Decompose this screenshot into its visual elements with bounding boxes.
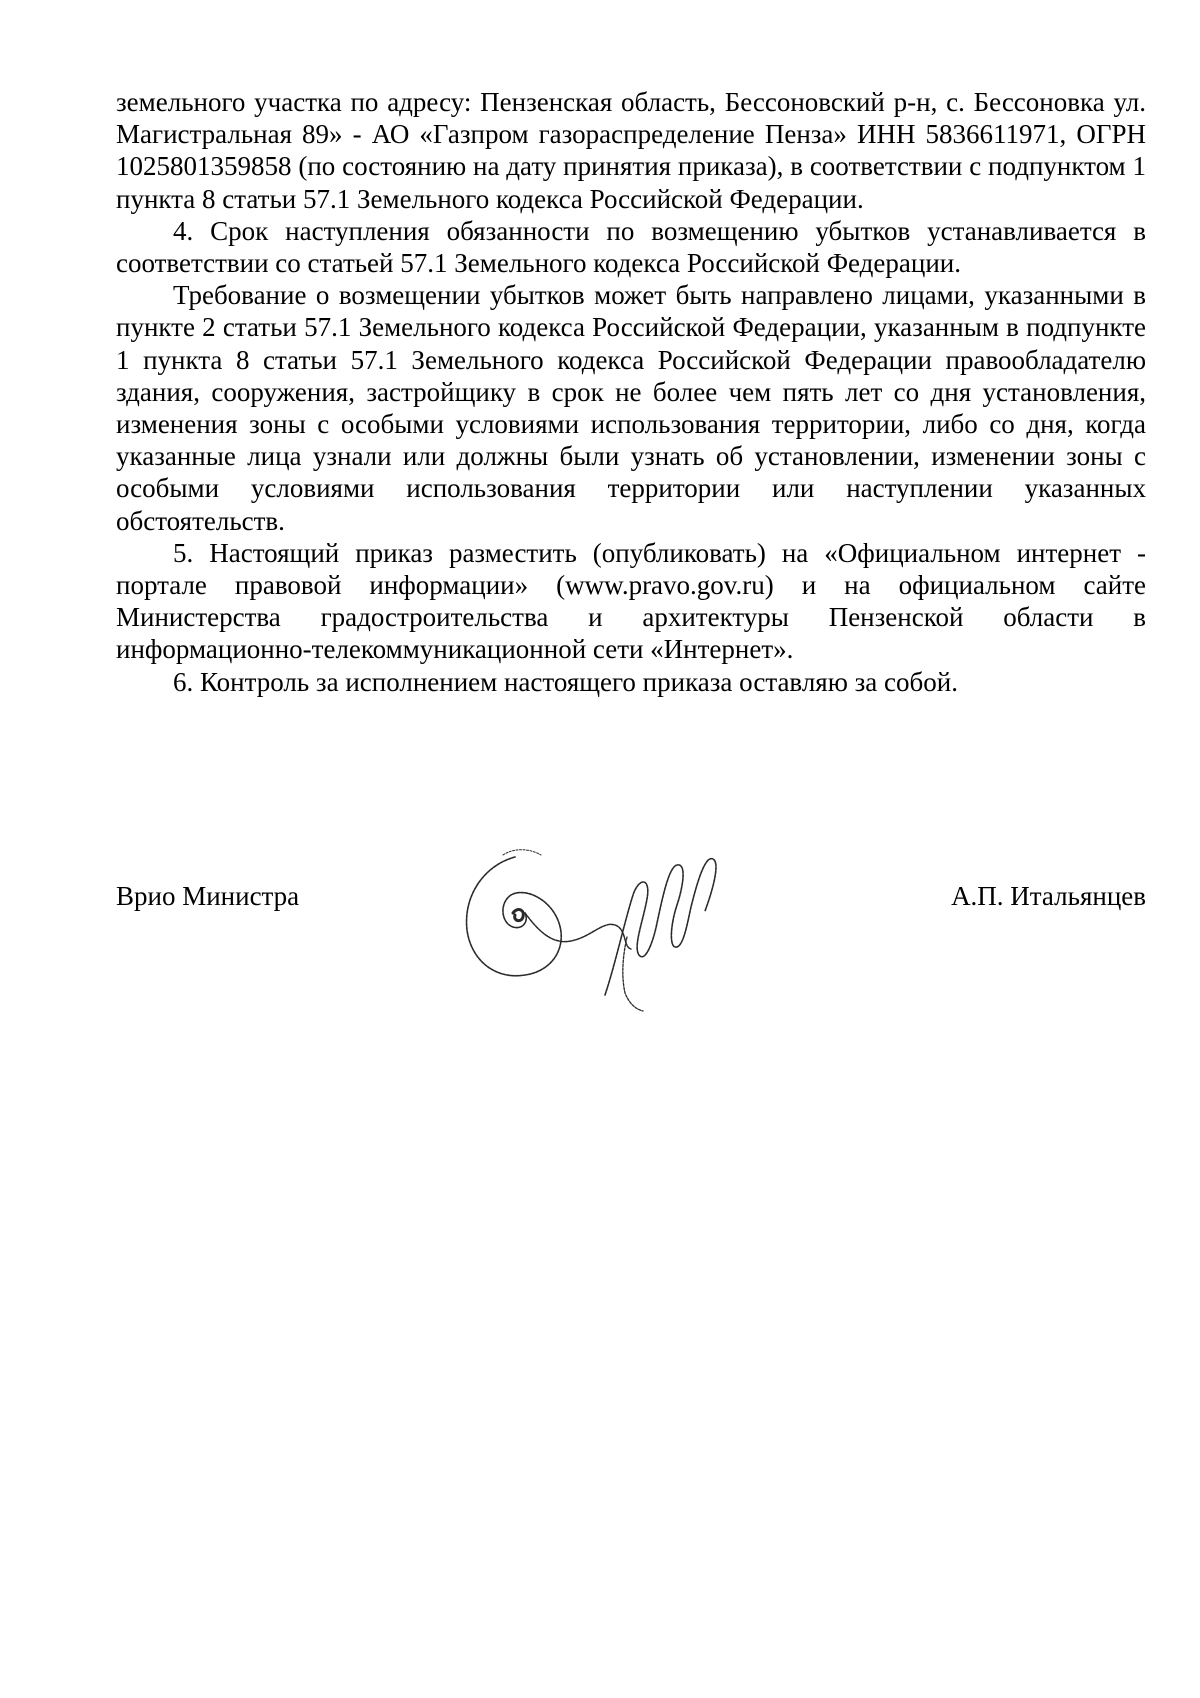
paragraph-requirement: Требование о возмещении убытков может быть направлено лицами, указанными в пункте 2 статьи 57.1 Земельного кодекса Российской Федерации, указанным в подпункте 1 пункта 8 статьи 57.1 Земельного кодекса Российской Федерации правообладателю здания, сооружения, застройщику в срок не более чем пять лет со дня установления, изменения зоны с особыми условиями использования территории, либо со дня, когда указанные лица узнали или должны были узнать об установлении, изменении зоны с особыми условиями использования территории или наступлении указанных обстоятельств. <box>116 280 1146 536</box>
paragraph-5: 5. Настоящий приказ разместить (опубликовать) на «Официальном интернет - портале правовой информации» (www.pravo.gov.ru) и на официальном сайте Министерства градостроительства и архитектуры Пензенской области в информационно-телекоммуникационной сети «Интернет». <box>116 537 1146 665</box>
handwritten-signature-icon <box>455 825 725 1015</box>
paragraph-4: 4. Срок наступления обязанности по возмещению убытков устанавливается в соответствии со статьей 57.1 Земельного кодекса Российской Федерации. <box>116 215 1146 279</box>
paragraph-continuation: земельного участка по адресу: Пензенская область, Бессоновский р-н, с. Бессоновка ул. Магистральная 89» - АО «Газпром газораспределение Пенза» ИНН 5836611971, ОГРН 1025801359858 (по состоянию на дату принятия приказа), в соответствии с подпунктом 1 пункта 8 статьи 57.1 Земельного кодекса Российской Федерации. <box>116 87 1146 214</box>
paragraph-6: 6. Контроль за исполнением настоящего приказа оставляю за собой. <box>173 666 958 697</box>
signatory-name: А.П. Итальянцев <box>951 881 1146 911</box>
signatory-role: Врио Министра <box>116 881 300 911</box>
document-body <box>116 86 1146 698</box>
